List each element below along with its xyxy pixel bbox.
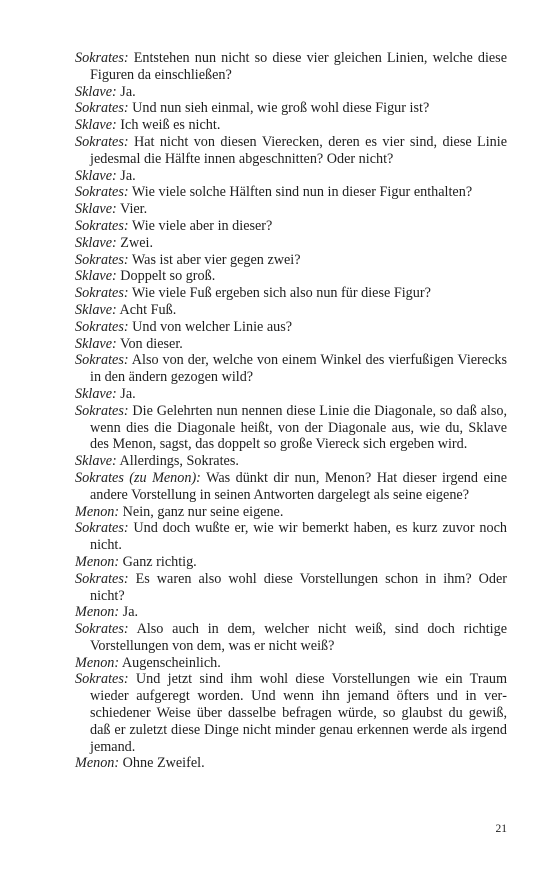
dialogue-line (75, 504, 507, 521)
page-number: 21 (495, 823, 507, 835)
utterance-text: Vier. (120, 201, 148, 218)
dialogue-line (75, 621, 507, 655)
speaker-name: Sklave: (75, 201, 117, 218)
dialogue-line (75, 671, 507, 755)
utterance-text: Ganz richtig. (122, 553, 197, 570)
speaker-name: Sokrates (zu Menon): (75, 469, 201, 486)
utterance-text: Hat nicht von diesen Vierecken, deren es vier sind, diese Linie jedesmal die Hälfte innen abgeschnitten? Oder nicht? (90, 133, 507, 167)
speaker-name: Sklave: (75, 83, 117, 100)
dialogue-line (75, 134, 507, 168)
speaker-name: Sokrates: (75, 318, 129, 335)
speaker-name: Sokrates: (75, 133, 129, 150)
speaker-name: Sokrates: (75, 570, 129, 587)
dialogue-line (75, 336, 507, 353)
utterance-text: Acht Fuß. (119, 301, 177, 318)
dialogue-line (75, 201, 507, 218)
speaker-name: Sklave: (75, 234, 117, 251)
dialogue-line (75, 168, 507, 185)
speaker-name: Sklave: (75, 385, 117, 402)
utterance-text: Ja. (122, 604, 139, 621)
dialogue-line (75, 604, 507, 621)
utterance-text: Und doch wußte er, wie wir bemerkt haben, es kurz zuvor noch nicht. (90, 520, 507, 554)
dialogue-text (75, 50, 507, 772)
dialogue-line (75, 470, 507, 504)
dialogue-line (75, 453, 507, 470)
dialogue-line (75, 571, 507, 605)
utterance-text: Ja. (120, 167, 136, 184)
utterance-text: Ja. (120, 385, 136, 402)
speaker-name: Sokrates: (75, 217, 129, 234)
speaker-name: Menon: (75, 503, 120, 520)
speaker-name: Sklave: (75, 453, 117, 470)
utterance-text: Doppelt so groß. (120, 268, 216, 285)
utterance-text: Und jetzt sind ihm wohl diese Vorstellungen wie ein Traum wieder aufgeregt worden. Und wenn ihn jemand öfters und in verschiedener Weise über dasselbe befragen würde, so glaubst du gewiß, daß er zuletzt diese Dinge nicht minder genau erkennen werde als irgend jemand. (90, 671, 507, 755)
utterance-text: Was ist aber vier gegen zwei? (131, 251, 301, 268)
speaker-name: Sklave: (75, 301, 117, 318)
utterance-text: Wie viele solche Hälften sind nun in dieser Figur enthalten? (131, 184, 473, 201)
speaker-name: Sokrates: (75, 520, 129, 537)
dialogue-line (75, 117, 507, 134)
utterance-text: Was dünkt dir nun, Menon? Hat dieser irgend eine andere Vorstellung in seinen Antworten dargelegt als seine eigene? (90, 469, 508, 503)
speaker-name: Sokrates: (75, 285, 129, 302)
utterance-text: Also auch in dem, welcher nicht weiß, sind doch richtige Vorstellungen von dem, was er nicht weiß? (90, 621, 507, 654)
utterance-text: Also von der, welche von einem Winkel des vierfußigen Vierecks in den ändern gezogen wild? (90, 352, 507, 386)
speaker-name: Sokrates: (75, 621, 129, 638)
dialogue-line (75, 268, 507, 285)
utterance-text: Entstehen nun nicht so diese vier gleichen Linien, welche diese Figuren da einschließen? (90, 50, 507, 83)
speaker-name: Menon: (75, 553, 120, 570)
speaker-name: Sokrates: (75, 352, 129, 369)
dialogue-line (75, 218, 507, 235)
speaker-name: Sklave: (75, 117, 117, 134)
dialogue-line (75, 50, 507, 84)
dialogue-line (75, 319, 507, 336)
dialogue-line (75, 403, 507, 453)
utterance-text: Es waren also wohl diese Vorstellungen schon in ihm? Oder nicht? (90, 570, 508, 604)
utterance-text: Und von welcher Linie aus? (132, 318, 293, 335)
utterance-text: Nein, ganz nur seine eigene. (122, 503, 284, 520)
utterance-text: Und nun sieh einmal, wie groß wohl diese Figur ist? (132, 100, 430, 117)
speaker-name: Menon: (75, 654, 120, 671)
dialogue-line (75, 352, 507, 386)
speaker-name: Menon: (75, 755, 120, 772)
dialogue-line (75, 100, 507, 117)
dialogue-line (75, 655, 507, 672)
utterance-text: Zwei. (120, 234, 153, 251)
dialogue-line (75, 554, 507, 571)
utterance-text: Wie viele aber in dieser? (131, 217, 273, 234)
speaker-name: Sokrates: (75, 184, 129, 201)
speaker-name: Sokrates: (75, 100, 129, 117)
dialogue-line (75, 84, 507, 101)
dialogue-line (75, 184, 507, 201)
speaker-name: Sokrates: (75, 251, 129, 268)
utterance-text: Ja. (120, 83, 136, 100)
speaker-name: Sklave: (75, 268, 117, 285)
dialogue-line (75, 285, 507, 302)
dialogue-line (75, 302, 507, 319)
speaker-name: Sokrates: (75, 671, 129, 688)
utterance-text: Allerdings, Sokrates. (119, 453, 239, 470)
utterance-text: Von dieser. (120, 335, 183, 352)
dialogue-line (75, 755, 507, 772)
utterance-text: Ich weiß es nicht. (120, 117, 221, 134)
utterance-text: Die Gelehrten nun nennen diese Linie die Diagonale, so daß also, wenn dies die Diagonale heißt, von der Diagonale aus, wie du, Sklave des Menon, sagst, das doppelt so große Viereck sich ergeben wird. (90, 402, 508, 453)
dialogue-line (75, 520, 507, 554)
utterance-text: Ohne Zweifel. (122, 755, 205, 772)
utterance-text: Wie viele Fuß ergeben sich also nun für diese Figur? (131, 285, 431, 302)
speaker-name: Sokrates: (75, 50, 129, 66)
speaker-name: Sokrates: (75, 402, 129, 419)
speaker-name: Sklave: (75, 335, 117, 352)
dialogue-line (75, 386, 507, 403)
speaker-name: Sklave: (75, 167, 117, 184)
dialogue-line (75, 235, 507, 252)
speaker-name: Menon: (75, 604, 120, 621)
utterance-text: Augenscheinlich. (121, 654, 221, 671)
dialogue-line (75, 252, 507, 269)
